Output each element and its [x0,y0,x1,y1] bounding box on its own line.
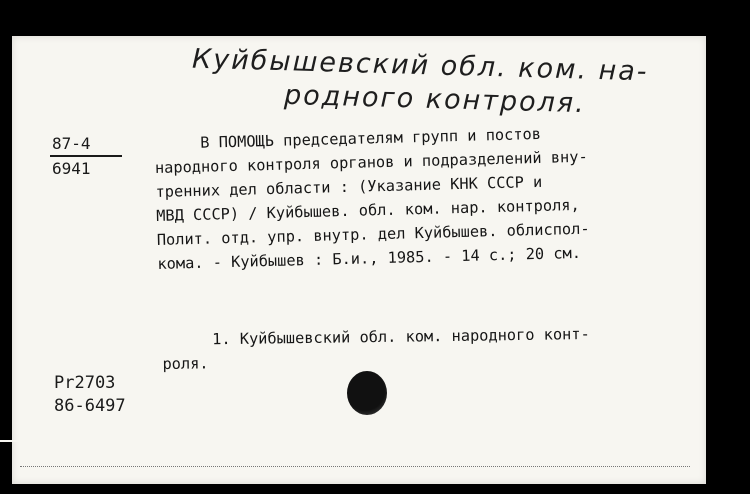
description-line: Полит. отд. упр. внутр. дел Куйбышев. облиспол- [156,219,590,249]
call-number-bottom: 6941 [52,159,91,178]
subject-tracing [162,322,590,376]
catalog-card [12,36,706,484]
punch-hole [347,371,387,415]
bibliographic-description [154,118,698,276]
call-number-top: 87-4 [52,134,91,153]
handwritten-heading-line-1: Куйбышевский обл. ком. на- [191,43,649,88]
shelf-marks [54,372,126,418]
handwritten-heading-line-2: родного контроля. [283,79,587,120]
description-line: народного контроля органов и подразделений вну- [154,147,588,177]
tracing-line-1: 1. Куйбышевский обл. ком. народного конт- [212,325,590,349]
shelf-mark-2: 86-6497 [54,396,126,416]
description-line: кома. - Куйбышев : Б.и., 1985. - 14 с.; 20 см. [157,243,582,273]
description-line: В ПОМОЩЬ председателям групп и постов [200,124,542,152]
description-line: МВД СССР) / Куйбышев. обл. ком. нар. контроля, [155,195,580,225]
edge-tick [0,440,22,442]
dotted-border [20,466,690,467]
description-line: тренних дел области : (Указание КНК СССР и [155,172,543,201]
tracing-line-2: роля. [162,354,209,373]
shelf-mark-1: Pr2703 [54,373,116,393]
call-number [52,133,122,179]
call-number-divider [50,155,122,157]
